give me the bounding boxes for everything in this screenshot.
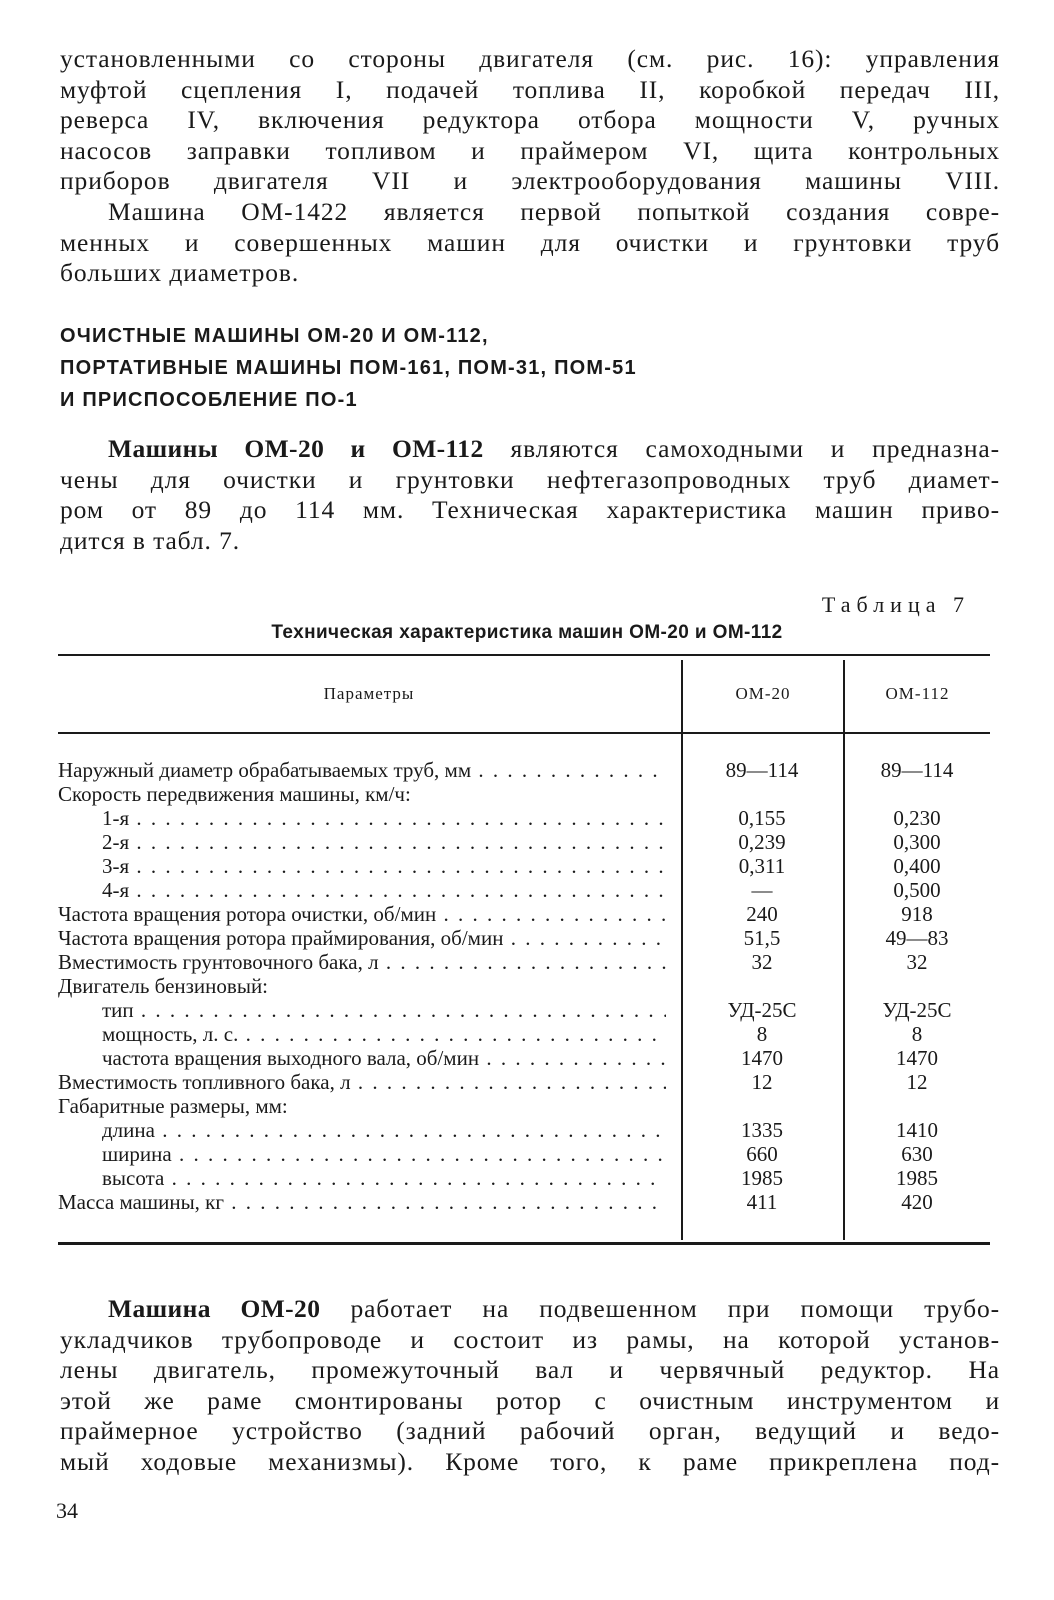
heading-line: И ПРИСПОСОБЛЕНИЕ ПО-1 <box>60 389 358 411</box>
cell-om112: 0,400 <box>893 854 941 878</box>
table-row <box>58 1190 990 1214</box>
table-row <box>58 830 990 854</box>
table-number: Таблица 7 <box>821 592 970 617</box>
table-row <box>58 902 990 926</box>
table-row <box>58 998 990 1022</box>
cell-om112: 420 <box>901 1190 933 1214</box>
text-line: праймерное устройство (задний рабочий орган, ведущий и ведо- <box>60 1416 1000 1446</box>
cell-om20: 1335 <box>741 1118 783 1142</box>
cell-om112: УД-25С <box>882 998 952 1022</box>
cell-om112: 8 <box>911 1022 923 1046</box>
cell-om112: 1985 <box>896 1166 938 1190</box>
row-label: Масса машины, кг . . . <box>58 1190 666 1214</box>
table-row <box>58 782 990 806</box>
cell-om112: 89—114 <box>880 758 954 782</box>
cell-om20: УД-25С <box>727 998 797 1022</box>
table-row <box>58 854 990 878</box>
text-line: ром от 89 до 114 мм. Техническая характеристика машин приво- <box>60 495 1000 525</box>
text-line: муфтой сцепления I, подачей топлива II, коробкой передач III, <box>60 74 1000 104</box>
table-row <box>58 950 990 974</box>
lead-term: Машины ОМ-20 и ОМ-112 <box>108 434 484 463</box>
table-row <box>58 1118 990 1142</box>
cell-om20: 51,5 <box>743 926 781 950</box>
table-row <box>58 758 990 782</box>
text-line <box>60 1294 1000 1325</box>
cell-om20: 0,311 <box>738 854 786 878</box>
cell-om112: 32 <box>906 950 928 974</box>
cell-om112: 1410 <box>896 1118 938 1142</box>
cell-om20: 1470 <box>741 1046 783 1070</box>
row-label: 1-я . . . <box>102 806 666 830</box>
row-label: 4-я . . . <box>102 878 666 902</box>
cell-om20: 32 <box>751 950 773 974</box>
intro-paragraph <box>60 44 1000 197</box>
text-line: насосов заправки топливом и праймером VI, щита контрольных <box>60 135 1000 165</box>
table-header-params: Параметры <box>323 684 415 703</box>
text-fragment: являются самоходными и предназна- <box>510 434 1001 463</box>
cell-om20: 12 <box>751 1070 773 1094</box>
cell-om20: 0,239 <box>738 830 786 854</box>
cell-om112: 0,500 <box>893 878 941 902</box>
row-label: Наружный диаметр обрабатываемых труб, мм . . . <box>58 758 666 782</box>
table-row <box>58 1070 990 1094</box>
row-label: тип . . . <box>102 998 666 1022</box>
row-label: 2-я . . . <box>102 830 666 854</box>
row-label: 3-я . . . <box>102 854 666 878</box>
table-row <box>58 1142 990 1166</box>
table-header-om20: ОМ-20 <box>735 684 791 703</box>
table-row <box>58 1166 990 1190</box>
text-line: Машина ОМ-1422 является первой попыткой создания совре- <box>108 197 1000 226</box>
table-header-om112: ОМ-112 <box>885 684 950 703</box>
section-heading <box>60 320 637 416</box>
cell-om20: 89—114 <box>725 758 799 782</box>
row-label: Вместимость грунтовочного бака, л . . . <box>58 950 666 974</box>
table-row <box>58 974 990 998</box>
table-body <box>58 758 990 1214</box>
cell-om20: 1985 <box>741 1166 783 1190</box>
row-label: Двигатель бензиновый: <box>58 974 269 998</box>
cell-om20: 240 <box>746 902 778 926</box>
cell-om20: 8 <box>756 1022 768 1046</box>
row-label: Габаритные размеры, мм: <box>58 1094 288 1118</box>
text-line: установленными со стороны двигателя (см. рис. 16): управления <box>60 44 1000 73</box>
row-label: мощность, л. с. . . . <box>102 1022 666 1046</box>
cell-om112: 918 <box>901 902 933 926</box>
text-line: укладчиков трубопроводе и состоит из рамы, на которой установ- <box>60 1324 1000 1354</box>
table-top-rule <box>58 654 990 656</box>
table-row <box>58 1046 990 1070</box>
heading-line: ПОРТАТИВНЫЕ МАШИНЫ ПОМ-161, ПОМ-31, ПОМ-51 <box>60 357 637 379</box>
table-row <box>58 1094 990 1118</box>
text-line: менных и совершенных машин для очистки и грунтовки труб <box>60 227 1000 257</box>
cell-om112: 12 <box>906 1070 928 1094</box>
row-label: Скорость передвижения машины, км/ч: <box>58 782 411 806</box>
text-line <box>60 434 1000 465</box>
cell-om112: 0,230 <box>893 806 941 830</box>
cell-om112: 630 <box>901 1142 933 1166</box>
row-label: ширина . . . <box>102 1142 666 1166</box>
text-line: дится в табл. 7. <box>60 525 241 555</box>
cell-om20: — <box>751 878 773 902</box>
row-label: высота . . . <box>102 1166 666 1190</box>
row-label: Частота вращения ротора очистки, об/мин . . . <box>58 902 666 926</box>
text-line: этой же раме смонтированы ротор с очистным инструментом и <box>60 1385 1000 1415</box>
row-label: частота вращения выходного вала, об/мин . . . <box>102 1046 666 1070</box>
lead-term: Машина ОМ-20 <box>108 1294 321 1323</box>
text-line: реверса IV, включения редуктора отбора мощности V, ручных <box>60 105 1000 135</box>
cell-om112: 1470 <box>896 1046 938 1070</box>
text-line: приборов двигателя VII и электрооборудования машины VIII. <box>60 166 1000 196</box>
text-line: чены для очистки и грунтовки нефтегазопроводных труб диамет- <box>60 464 1000 494</box>
cell-om20: 660 <box>746 1142 778 1166</box>
cell-om20: 411 <box>746 1190 778 1214</box>
text-line: больших диаметров. <box>60 258 300 288</box>
cell-om112: 0,300 <box>893 830 941 854</box>
row-label: Вместимость топливного бака, л . . . <box>58 1070 666 1094</box>
text-fragment: работает на подвешенном при помощи трубо- <box>350 1294 1000 1323</box>
machines-paragraph <box>60 434 1000 556</box>
table-row <box>58 926 990 950</box>
table-row <box>58 1022 990 1046</box>
table-bottom-rule <box>58 1242 990 1245</box>
text-line: мый ходовые механизмы). Кроме того, к раме прикреплена под- <box>60 1446 1000 1476</box>
text-line: лены двигатель, промежуточный вал и червячный редуктор. На <box>60 1355 1000 1385</box>
om1422-paragraph <box>60 197 1000 289</box>
heading-line: ОЧИСТНЫЕ МАШИНЫ ОМ-20 И ОМ-112, <box>60 325 489 347</box>
row-label: Частота вращения ротора праймирования, об/мин . . . <box>58 926 666 950</box>
page-number: 34 <box>56 1498 78 1523</box>
om20-paragraph <box>60 1294 1000 1478</box>
table-row <box>58 806 990 830</box>
cell-om112: 49—83 <box>885 926 949 950</box>
table-header-rule <box>58 732 990 734</box>
row-label: длина . . . <box>102 1118 666 1142</box>
cell-om20: 0,155 <box>738 806 786 830</box>
table-row <box>58 878 990 902</box>
table-caption: Техническая характеристика машин ОМ-20 и ОМ-112 <box>271 622 783 643</box>
